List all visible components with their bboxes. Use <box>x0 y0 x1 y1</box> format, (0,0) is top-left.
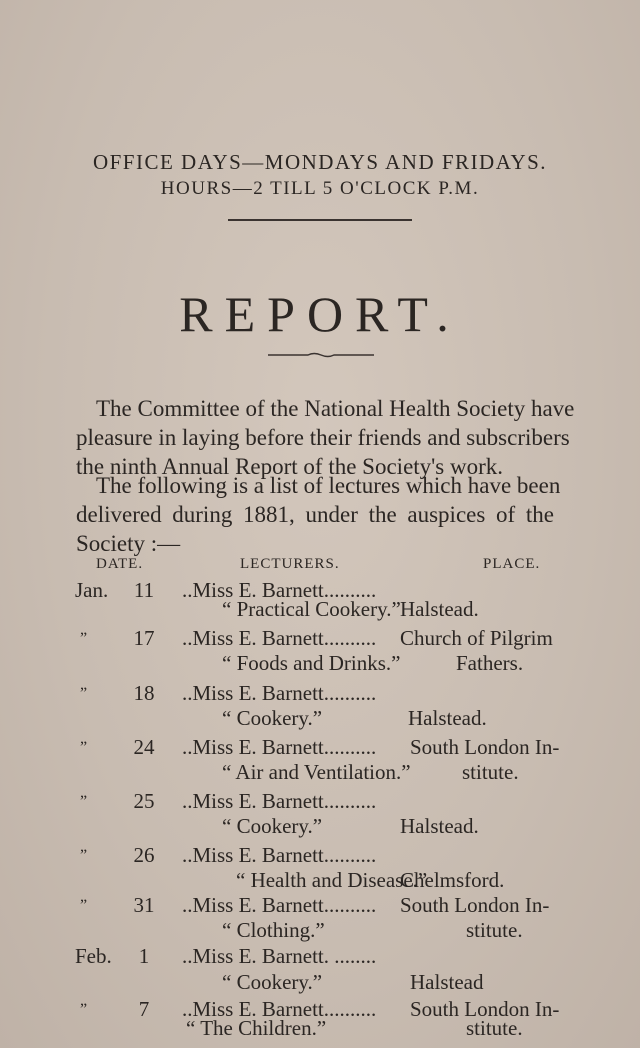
row-lecturer: ..Miss E. Barnett.......... <box>182 997 377 1021</box>
row-place-line-2: stitute. <box>462 760 519 784</box>
report-title: REPORT. <box>179 286 461 342</box>
row-day: 31 <box>133 893 155 917</box>
row-lecturer: ..Miss E. Barnett.......... <box>182 789 377 813</box>
row-day: 1 <box>138 944 150 968</box>
row-topic: “ Cookery.” <box>222 706 323 730</box>
row-place-line-1: Church of Pilgrim <box>400 626 553 650</box>
row-place-line-2: stitute. <box>466 1016 523 1040</box>
row-lecturer: ..Miss E. Barnett.......... <box>182 626 377 650</box>
ditto-mark: ” <box>80 739 88 756</box>
row-lecturer: ..Miss E. Barnett.......... <box>182 681 377 705</box>
table-row-continuation <box>0 760 640 792</box>
ditto-mark: ” <box>80 1001 88 1018</box>
ditto-mark: ” <box>80 630 88 647</box>
place-column-header: PLACE. <box>483 556 541 572</box>
row-topic: “ Health and Disease.” <box>236 868 428 892</box>
row-lecturer: ..Miss E. Barnett. ........ <box>182 944 377 968</box>
row-place-line-2: Halstead. <box>400 814 479 838</box>
row-place-line-1: South London In- <box>400 893 550 917</box>
table-row-continuation <box>0 651 640 683</box>
row-topic: “ Air and Ventilation.” <box>222 760 411 784</box>
intro-line: The Committee of the National Health Society have <box>96 396 575 421</box>
date-column-header: DATE. <box>96 556 144 572</box>
row-topic: “ Clothing.” <box>222 918 325 942</box>
row-place-line-1: South London In- <box>410 997 560 1021</box>
row-place-line-2: Fathers. <box>456 651 524 675</box>
row-lecturer: ..Miss E. Barnett.......... <box>182 735 377 759</box>
row-day: 18 <box>133 681 155 705</box>
row-place-line-1: Chelmsford. <box>400 868 505 892</box>
divider-rule <box>228 219 412 221</box>
row-place-line-2: Halstead. <box>408 706 487 730</box>
intro-line: the ninth Annual Report of the Society's work. <box>76 454 504 479</box>
ditto-mark: ” <box>80 685 88 702</box>
intro-line: The following is a list of lectures which have been <box>96 473 561 498</box>
lecturers-column-header: LECTURERS. <box>240 556 340 572</box>
row-topic: “ The Children.” <box>186 1016 327 1040</box>
row-month: Jan. <box>75 578 109 602</box>
row-day: 11 <box>133 578 155 602</box>
table-row-continuation <box>0 814 640 846</box>
row-day: 17 <box>133 626 155 650</box>
row-place-line-2: Halstead. <box>400 597 479 621</box>
table-row-continuation <box>0 706 640 738</box>
row-day: 7 <box>138 997 150 1021</box>
intro-line: pleasure in laying before their friends and subscribers <box>76 425 570 450</box>
row-day: 25 <box>133 789 155 813</box>
row-day: 26 <box>133 843 155 867</box>
intro-line: Society :— <box>76 531 181 556</box>
row-topic: “ Foods and Drinks.” <box>222 651 401 675</box>
row-topic: “ Cookery.” <box>222 814 323 838</box>
office-hours-heading: HOURS—2 TILL 5 O'CLOCK P.M. <box>160 178 480 199</box>
flourish-ornament <box>268 352 374 358</box>
row-lecturer: ..Miss E. Barnett.......... <box>182 578 377 602</box>
row-topic: “ Cookery.” <box>222 970 323 994</box>
table-row-continuation <box>0 1016 640 1046</box>
row-place-line-2: Halstead <box>410 970 484 994</box>
office-days-heading: OFFICE DAYS—MONDAYS AND FRIDAYS. <box>92 150 548 174</box>
table-row-continuation <box>0 597 640 629</box>
ditto-mark: ” <box>80 793 88 810</box>
ditto-mark: ” <box>80 897 88 914</box>
row-place-line-1: South London In- <box>410 735 560 759</box>
row-lecturer: ..Miss E. Barnett.......... <box>182 893 377 917</box>
ditto-mark: ” <box>80 847 88 864</box>
row-place-line-2: stitute. <box>466 918 523 942</box>
row-lecturer: ..Miss E. Barnett.......... <box>182 843 377 867</box>
row-month: Feb. <box>75 944 112 968</box>
intro-line: delivered during 1881, under the auspices of the <box>76 502 554 527</box>
row-day: 24 <box>133 735 155 759</box>
row-topic: “ Practical Cookery.” <box>222 597 401 621</box>
